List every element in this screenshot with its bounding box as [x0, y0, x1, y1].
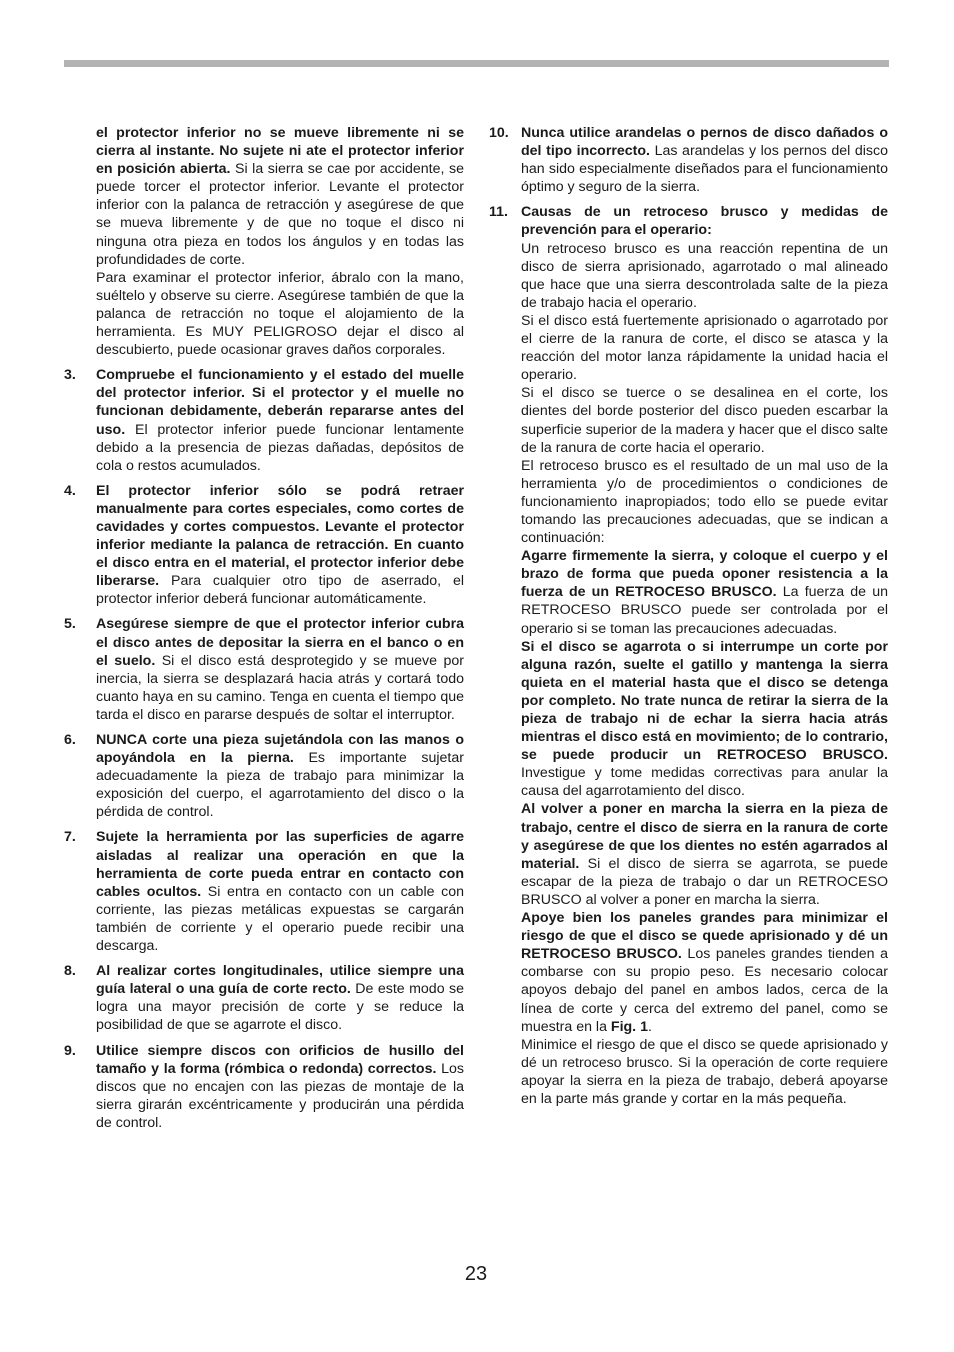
list-item-8	[64, 962, 464, 1034]
item-paragraph	[96, 731, 464, 821]
item-paragraph	[96, 482, 464, 609]
item-number: 4.	[64, 482, 76, 499]
list-item-3	[64, 366, 464, 475]
body-text: Investigue y tome medidas correctivas para anular la causa del agarrotamiento del disco.	[521, 765, 888, 800]
body-text: De este modo se logra una mayor precisión de corte y se reduce la posibilidad de que se agarrote el disco.	[96, 981, 464, 1034]
bold-text: Al realizar cortes longitudinales, utilice siempre una guía lateral o una guía de corte recto.	[96, 963, 464, 998]
body-text: Los paneles grandes tienden a combarse con su propio peso. Es necesario colocar apoyos debajo del panel en ambos lados, cerca de la línea de corte y cerca del extremo del panel, como se muestra en la	[521, 946, 888, 1035]
kickback-paragraph-8	[521, 909, 888, 1036]
list-item-4	[64, 482, 464, 609]
bold-text: el protector inferior no se mueve libremente ni se cierra al instante. No sujete ni ate el protector inferior en posición abierta.	[96, 125, 464, 178]
page-number	[0, 1263, 954, 1286]
kickback-paragraph-6	[521, 638, 888, 801]
page-number-text: 23	[464, 1263, 488, 1285]
left-column	[64, 124, 464, 1139]
kickback-paragraph-5	[521, 547, 888, 637]
body-text: Si el disco de sierra se agarrota, se puede escapar de la pieza de trabajo o dar un RETROCESO BRUSCO al volver a poner en marcha la sierra.	[521, 855, 888, 908]
body-text: Si la sierra se cae por accidente, se puede torcer el protector inferior. Levante el protector inferior con la palanca de retracción y asegúrese de que se mueva libremente y de que no toque el disco ni ninguna otra pieza en todos los ángulos y en todas las profundidades de corte.	[96, 161, 464, 268]
item-number: 6.	[64, 732, 76, 748]
list-item-6	[64, 731, 464, 821]
body-text: Es importante sujetar adecuadamente la pieza de trabajo para minimizar la exposición del cuerpo, el agarrotamiento del disco o la pérdida de control.	[96, 750, 464, 821]
kickback-paragraph-9: Minimice el riesgo de que el disco se quede aprisionado y dé un retroceso brusco. Si la operación de corte requiere apoyar la sierra en la pieza de trabajo, deberá apoyarse en la parte más grande y cortar en la más pequeña.	[521, 1036, 888, 1107]
figure-reference: Fig. 1	[610, 1018, 648, 1035]
bold-text: Sujete la herramienta por las superficies de agarre aisladas al realizar una operación en que la herramienta de corte pueda entrar en contacto con cables ocultos.	[96, 829, 464, 900]
bold-text: Agarre firmemente la sierra, y coloque el cuerpo y el brazo de forma que pueda oponer resistencia a la fuerza de un RETROCESO BRUSCO.	[521, 548, 888, 601]
bold-text: Nunca utilice arandelas o pernos de disco dañados o del tipo incorrecto.	[521, 125, 888, 160]
item-number: 11.	[489, 204, 508, 221]
bold-text: El protector inferior sólo se podrá retraer manualmente para cortes especiales, como cortes de cavidades y cortes compuestos. Levante el protector inferior mediante la palanca de retracción. En cuanto el disco entra en el material, el protector inferior debe liberarse.	[96, 482, 464, 590]
list-item-7	[64, 828, 464, 955]
header-rule	[64, 60, 889, 67]
bold-text: Causas de un retroceso brusco y medidas de prevención para el operario:	[521, 204, 888, 239]
list-item-5	[64, 615, 464, 724]
bold-text: Asegúrese siempre de que el protector inferior cubra el disco antes de depositar la sierra en el banco o en el suelo.	[96, 616, 464, 669]
item-number: 7.	[64, 829, 76, 846]
bold-text: Al volver a poner en marcha la sierra en la pieza de trabajo, centre el disco de sierra en la ranura de corte y asegúrese de que los dientes no estén agarrados al material.	[521, 801, 888, 872]
bold-text: Compruebe el funcionamiento y el estado del muelle del protector inferior. Si el protector y el muelle no funcionan debidamente, deberán repararse antes del uso.	[96, 367, 464, 438]
body-text: Si entra en contacto con un cable con corriente, las piezas metálicas expuestas se cargarán también de corriente y el operario puede recibir una descarga.	[96, 883, 464, 955]
item-number: 3.	[64, 367, 76, 384]
bold-text: NUNCA corte una pieza sujetándola con las manos o apoyándola en la pierna.	[96, 732, 464, 767]
bold-text: Si el disco se agarrota o si interrumpe un corte por alguna razón, suelte el gatillo y mantenga la sierra quieta en el material hasta que el disco se detenga por completo. No trate nunca de retirar la sierra de la pieza de trabajo ni de echar la sierra hacia atrás mientras el disco está en movimiento; de lo contrario, se puede producir un RETROCESO BRUSCO.	[521, 638, 888, 764]
bold-text: Utilice siempre discos con orificios de husillo del tamaño y la forma (rómbica o redonda) correctos.	[96, 1042, 464, 1077]
item-number: 10.	[489, 125, 509, 141]
item-paragraph	[96, 615, 464, 724]
item-paragraph	[96, 828, 464, 955]
item-heading	[521, 203, 888, 239]
right-column	[489, 124, 888, 1115]
list-item-11	[489, 203, 888, 1108]
list-item-continued	[64, 124, 464, 359]
item-2-continued-paragraph	[96, 124, 464, 269]
body-text: El protector inferior puede funcionar lentamente debido a la presencia de piezas dañadas, depósitos de cola o restos acumulados.	[96, 421, 464, 474]
item-number: 9.	[64, 1042, 76, 1059]
body-text: .	[647, 1018, 652, 1035]
kickback-paragraph-7	[521, 800, 888, 909]
body-text: Para cualquier otro tipo de aserrado, el protector inferior deberá funcionar automáticamente.	[96, 573, 464, 608]
list-item-9	[64, 1042, 464, 1132]
list-item-10	[489, 124, 888, 196]
body-text: Las arandelas y los pernos del disco han sido especialmente diseñados para el funcionamiento óptimo y seguro de la sierra.	[521, 143, 888, 196]
item-paragraph	[96, 366, 464, 475]
body-text: Si el disco está desprotegido y se mueve por inercia, la sierra se desplazará hacia atrás y cortará todo cuanto haya en su camino. Tenga en cuenta el tiempo que tarda el disco en pararse después de soltar el interruptor.	[96, 652, 464, 723]
item-2-paragraph-2: Para examinar el protector inferior, ábralo con la mano, suéltelo y observe su cierre. Asegúrese también de que la palanca de retracción no toque el alojamiento de la herramienta. Es MUY PELIGROSO dejar el disco al descubierto, puede ocasionar graves daños corporales.	[96, 269, 464, 359]
bold-text: Apoye bien los paneles grandes para minimizar el riesgo de que el disco se quede aprisionado y dé un RETROCESO BRUSCO.	[521, 910, 888, 963]
kickback-paragraph-4: El retroceso brusco es el resultado de un mal uso de la herramienta y/o de procedimientos o condiciones de funcionamiento inapropiados; todo ello se puede evitar tomando las precauciones adecuadas, que se indican a continuación:	[521, 457, 888, 547]
body-text: Los discos que no encajen con las piezas de montaje de la sierra girarán excéntricamente y producirán una pérdida de control.	[96, 1060, 465, 1131]
item-paragraph	[521, 124, 888, 196]
item-paragraph	[96, 962, 464, 1034]
kickback-paragraph-1: Un retroceso brusco es una reacción repentina de un disco de sierra aprisionado, agarrotado o mal alineado que hace que una sierra descontrolada salte de la pieza de trabajo hacia el operario.	[521, 240, 888, 311]
kickback-paragraph-2: Si el disco está fuertemente aprisionado o agarrotado por el cierre de la ranura de corte, el disco se atasca y la reacción del motor lanza rápidamente la unidad hacia el operario.	[521, 312, 888, 384]
item-number: 8.	[64, 963, 76, 980]
item-paragraph	[96, 1042, 464, 1132]
item-number: 5.	[64, 616, 76, 633]
body-text: La fuerza de un RETROCESO BRUSCO puede ser controlada por el operario si se toman las precauciones adecuadas.	[521, 584, 888, 637]
kickback-paragraph-3: Si el disco se tuerce o se desalinea en el corte, los dientes del borde posterior del disco pueden escarbar la superficie superior de la madera y hacer que el disco salte de la ranura de corte hacia el operario.	[521, 385, 888, 456]
